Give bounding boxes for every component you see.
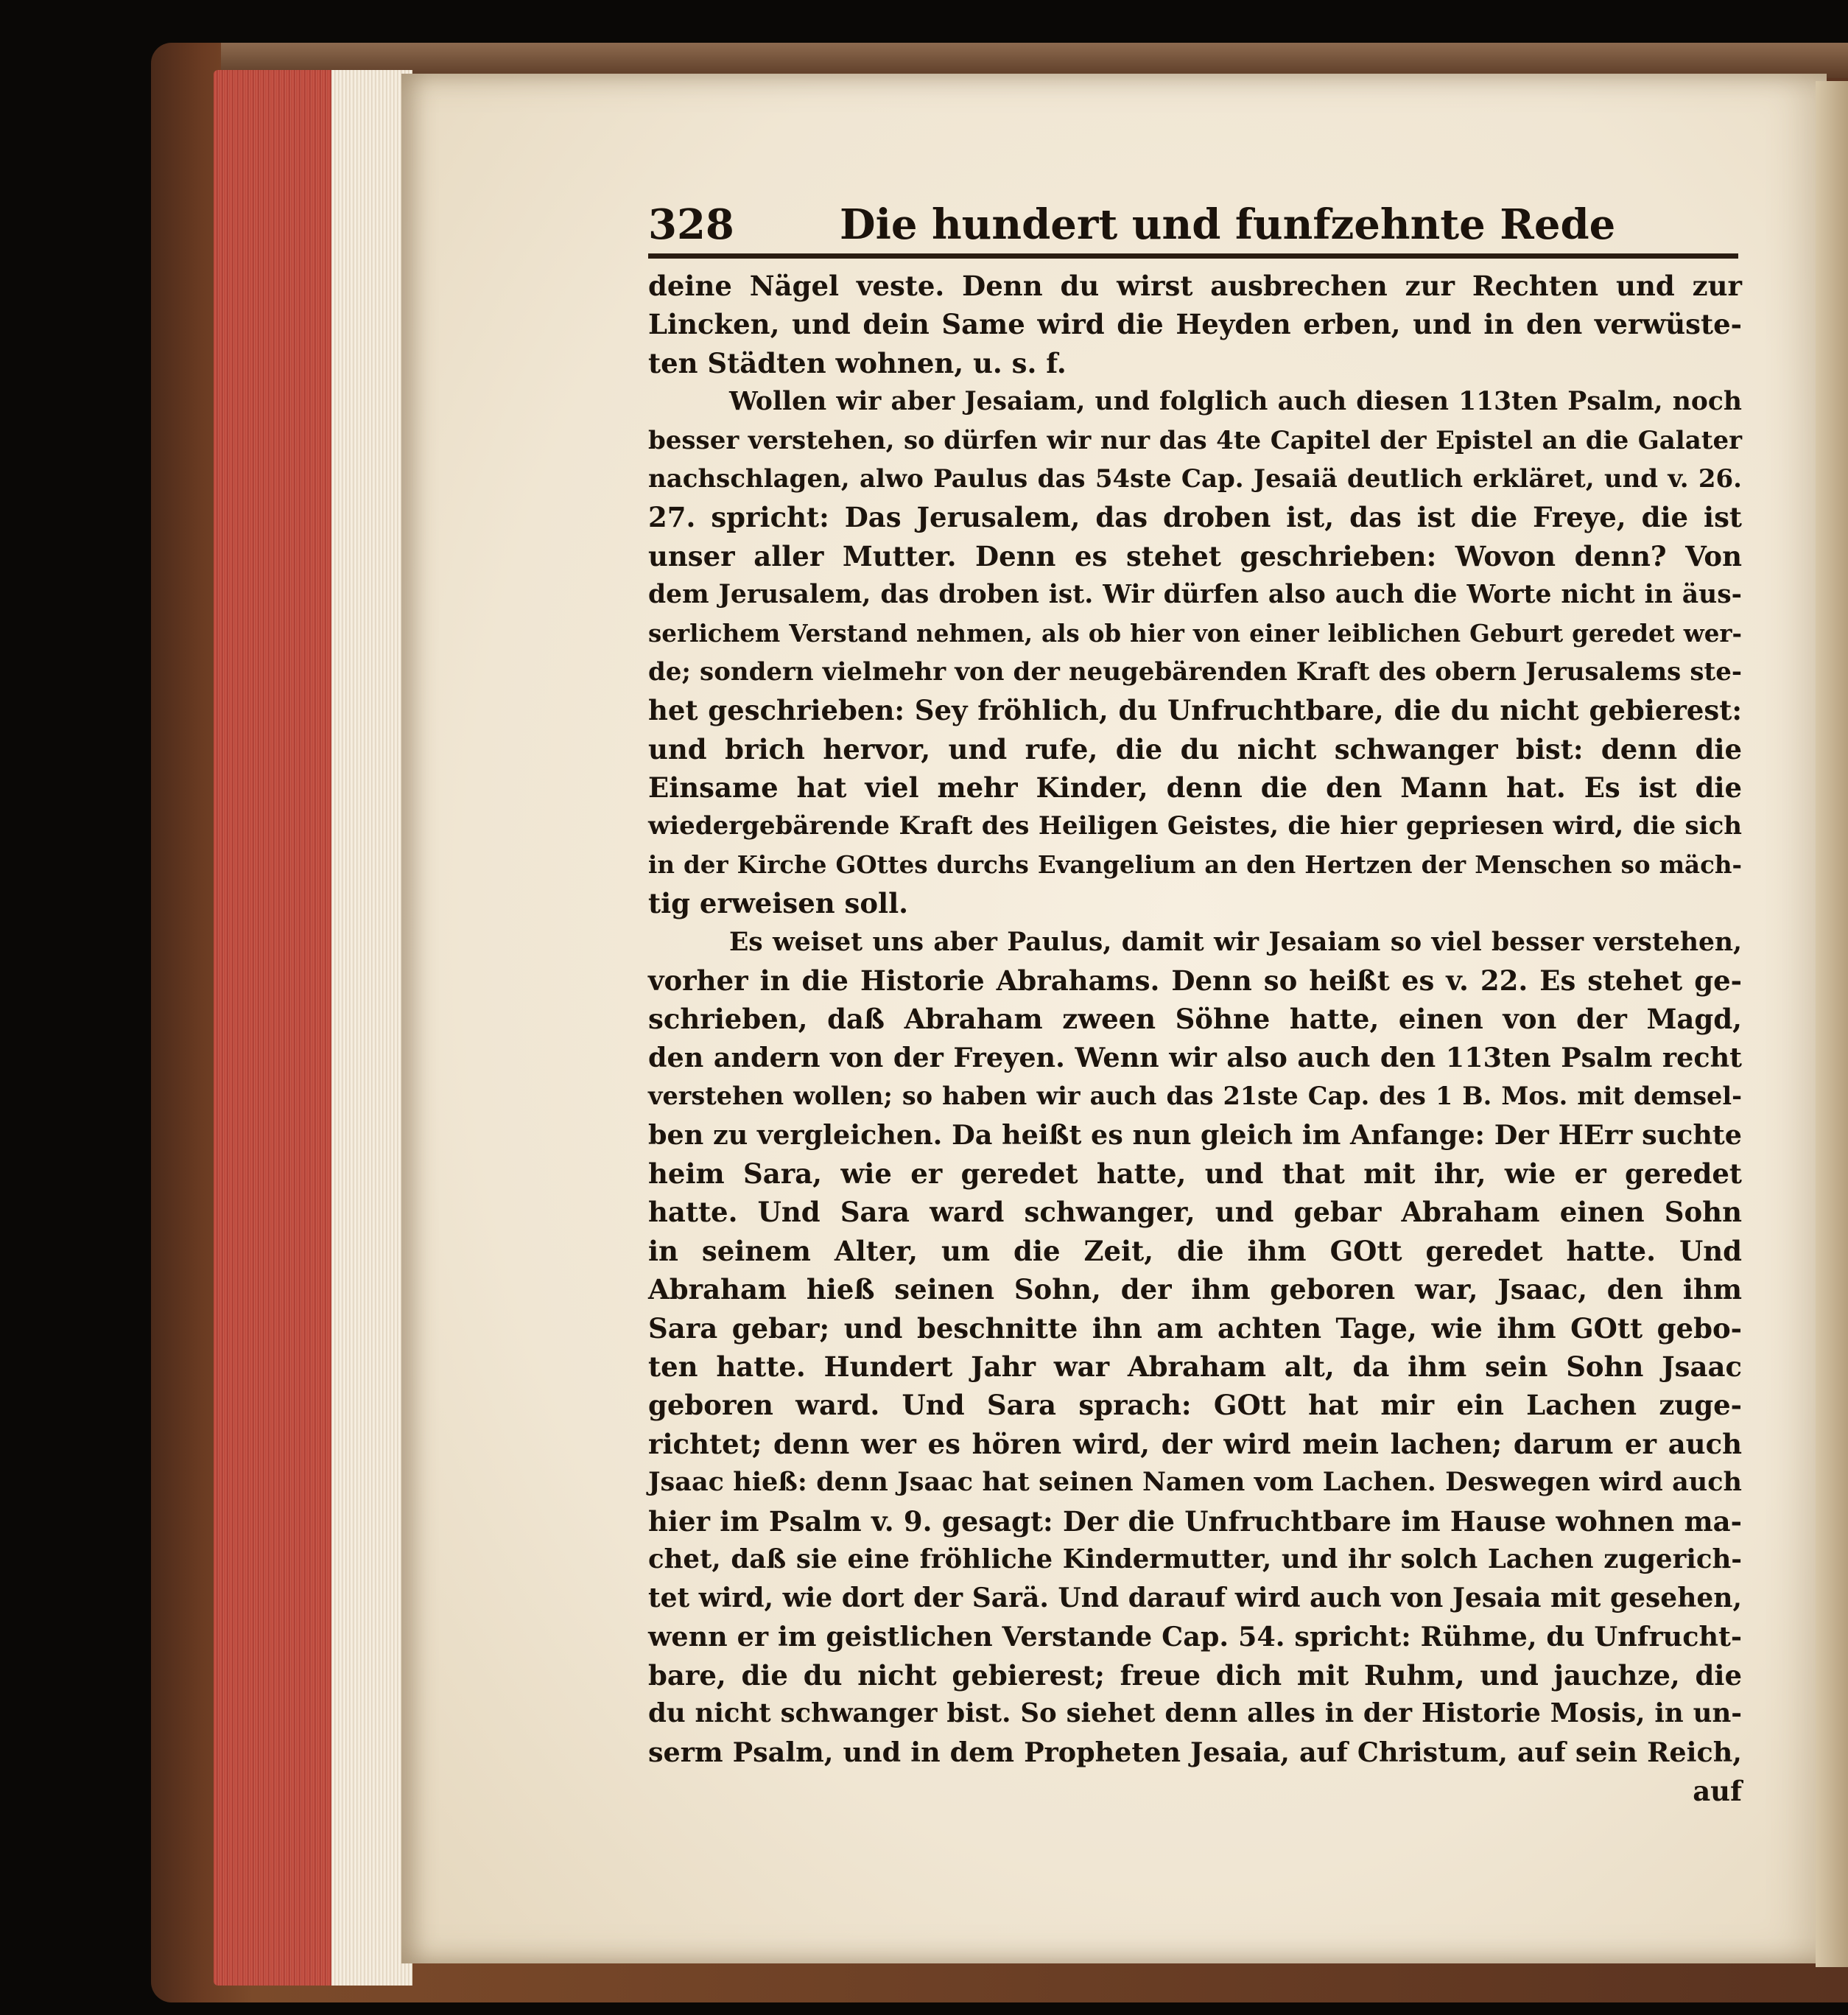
text-line: verstehen wollen; so haben wir auch das 21ste Cap. des 1 B. Mos. mit demsel- [648, 1082, 1742, 1111]
text-line: Wollen wir aber Jesaiam, und folglich auch diesen 113ten Psalm, noch [729, 387, 1742, 417]
text-line: und brich hervor, und rufe, die du nicht schwanger bist: denn die [648, 732, 1742, 765]
text-line: richtet; denn wer es hören wird, der wird mein lachen; darum er auch [648, 1427, 1742, 1460]
text-line: dem Jerusalem, das droben ist. Wir dürfen also auch die Worte nicht in äus- [648, 580, 1742, 610]
cover-top-edge [221, 43, 1848, 78]
text-line: den andern von der Freyen. Wenn wir also auch den 113ten Psalm recht [648, 1041, 1742, 1073]
text-line: Jsaac hieß: denn Jsaac hat seinen Namen vom Lachen. Deswegen wird auch [648, 1467, 1742, 1498]
text-line: hatte. Und Sara ward schwanger, und gebar Abraham einen Sohn [648, 1196, 1742, 1229]
running-head: Die hundert und funfzehnte Rede [840, 200, 1616, 249]
text-line: Es weiset uns aber Paulus, damit wir Jesaiam so viel besser verstehen, [729, 927, 1742, 957]
body-text [648, 267, 1742, 1917]
text-line: ten hatte. Hundert Jahr war Abraham alt, da ihm sein Sohn Jsaac [648, 1350, 1742, 1383]
text-line: schrieben, daß Abraham zween Söhne hatte, einen von der Magd, [648, 1003, 1742, 1036]
text-line: tet wird, wie dort der Sarä. Und darauf wird auch von Jesaia mit gesehen, [648, 1583, 1742, 1614]
text-line: bare, die du nicht gebierest; freue dich mit Ruhm, und jauchze, die [648, 1659, 1742, 1692]
text-line: heim Sara, wie er geredet hatte, und that mit ihr, wie er geredet [648, 1157, 1742, 1190]
text-line: de; sondern vielmehr von der neugebärenden Kraft des obern Jerusalems ste- [648, 656, 1742, 687]
text-line: Einsame hat viel mehr Kinder, denn die den Mann hat. Es ist die [648, 771, 1742, 805]
text-line: du nicht schwanger bist. So siehet denn alles in der Historie Mosis, in un- [648, 1698, 1742, 1729]
header-rule [648, 253, 1738, 259]
page-number: 328 [648, 200, 734, 249]
text-line: Abraham hieß seinen Sohn, der ihm geboren war, Jsaac, den ihm [648, 1273, 1742, 1306]
text-line: ten Städten wohnen, u. s. f. [648, 346, 1067, 379]
text-line: Lincken, und dein Same wird die Heyden erben, und in den verwüste- [648, 308, 1742, 341]
text-line: serlichem Verstand nehmen, als ob hier von einer leiblichen Geburt geredet wer- [648, 618, 1742, 648]
text-line: Sara gebar; und beschnitte ihn am achten Tage, wie ihm GOtt gebo- [648, 1311, 1742, 1345]
text-line: hier im Psalm v. 9. gesagt: Der die Unfruchtbare im Hause wohnen ma- [648, 1504, 1742, 1538]
text-line: in seinem Alter, um die Zeit, die ihm GOtt geredet hatte. Und [648, 1234, 1742, 1267]
page-edges-paper [331, 70, 412, 1986]
text-line: ben zu vergleichen. Da heißt es nun gleich im Anfange: Der HErr suchte [648, 1118, 1742, 1151]
facing-page-edge [1816, 81, 1848, 1967]
text-line: wiedergebärende Kraft des Heiligen Geistes, die hier gepriesen wird, die sich [648, 811, 1742, 841]
text-line: 27. spricht: Das Jerusalem, das droben ist, das ist die Freye, die ist [648, 501, 1742, 534]
text-line: besser verstehen, so dürfen wir nur das 4te Capitel der Epistel an die Galater [648, 425, 1742, 455]
text-line: deine Nägel veste. Denn du wirst ausbrechen zur Rechten und zur [648, 270, 1742, 302]
text-line: tig erweisen soll. [648, 887, 909, 920]
text-line: geboren ward. Und Sara sprach: GOtt hat mir ein Lachen zuge- [648, 1389, 1742, 1422]
text-line: wenn er im geistlichen Verstande Cap. 54. spricht: Rühme, du Unfrucht- [648, 1620, 1742, 1653]
text-line: nachschlagen, alwo Paulus das 54ste Cap. Jesaiä deutlich erkläret, und v. 26. [648, 463, 1742, 494]
text-line: vorher in die Historie Abrahams. Denn so heißt es v. 22. Es stehet ge- [648, 964, 1742, 998]
catchword: auf [1693, 1775, 1742, 1808]
text-line: het geschrieben: Sey fröhlich, du Unfruchtbare, die du nicht gebierest: [648, 694, 1742, 727]
text-line: unser aller Mutter. Denn es stehet geschrieben: Wovon denn? Von [648, 539, 1742, 572]
text-line: serm Psalm, und in dem Propheten Jesaia, auf Christum, auf sein Reich, [648, 1736, 1742, 1768]
text-line: in der Kirche GOttes durchs Evangelium an den Hertzen der Menschen so mäch- [648, 849, 1742, 879]
page-header [648, 190, 1731, 249]
text-line: chet, daß sie eine fröhliche Kindermutter, und ihr solch Lachen zugerich- [648, 1543, 1742, 1574]
